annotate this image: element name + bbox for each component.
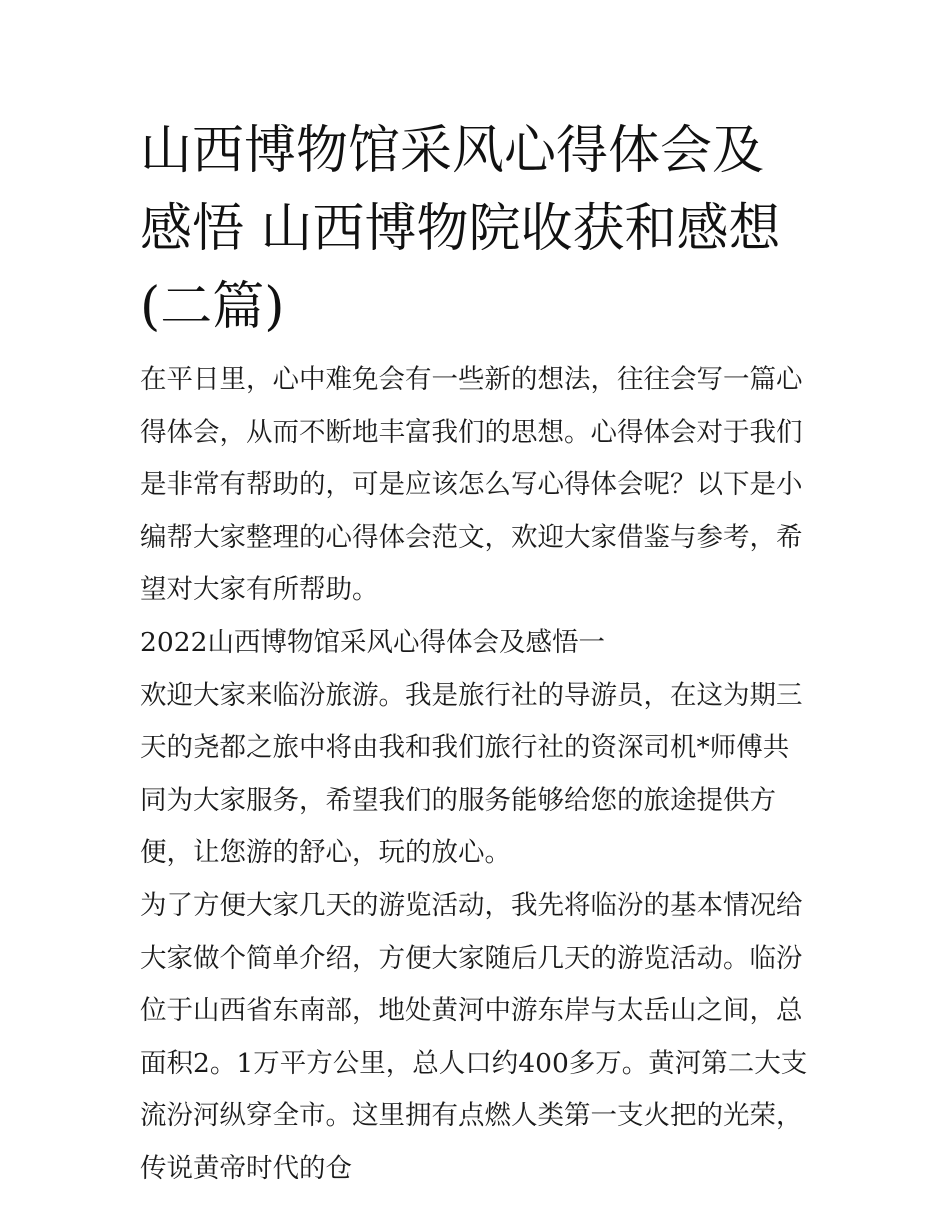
- paragraph-intro: 在平日里，心中难免会有一些新的想法，往往会写一篇心得体会，从而不断地丰富我们的思想。心得体会对于我们是非常有帮助的，可是应该怎么写心得体会呢？以下是小编帮大家整理的心得体会范文，欢迎大家借鉴与参考，希望对大家有所帮助。: [140, 364, 803, 606]
- section-heading: 2022山西博物馆采风心得体会及感悟一: [140, 626, 605, 658]
- paragraph-welcome: 欢迎大家来临汾旅游。我是旅行社的导游员，在这为期三天的尧都之旅中将由我和我们旅行社的资深司机*师傅共同为大家服务，希望我们的服务能够给您的旅途提供方便，让您游的舒心，玩的放心。: [140, 679, 803, 869]
- paragraph-linfen-intro: 为了方便大家几天的游览活动，我先将临汾的基本情况给大家做个简单介绍，方便大家随后几天的游览活动。临汾位于山西省东南部，地处黄河中游东岸与太岳山之间，总面积2。1万平方公里，总人口约400多万。黄河第二大支流汾河纵穿全市。这里拥有点燃人类第一支火把的光荣，传说黄帝时代的仓: [140, 889, 808, 1184]
- document-title: 山西博物馆采风心得体会及感悟 山西博物院收获和感想(二篇): [140, 121, 781, 337]
- document-body: [140, 354, 812, 1196]
